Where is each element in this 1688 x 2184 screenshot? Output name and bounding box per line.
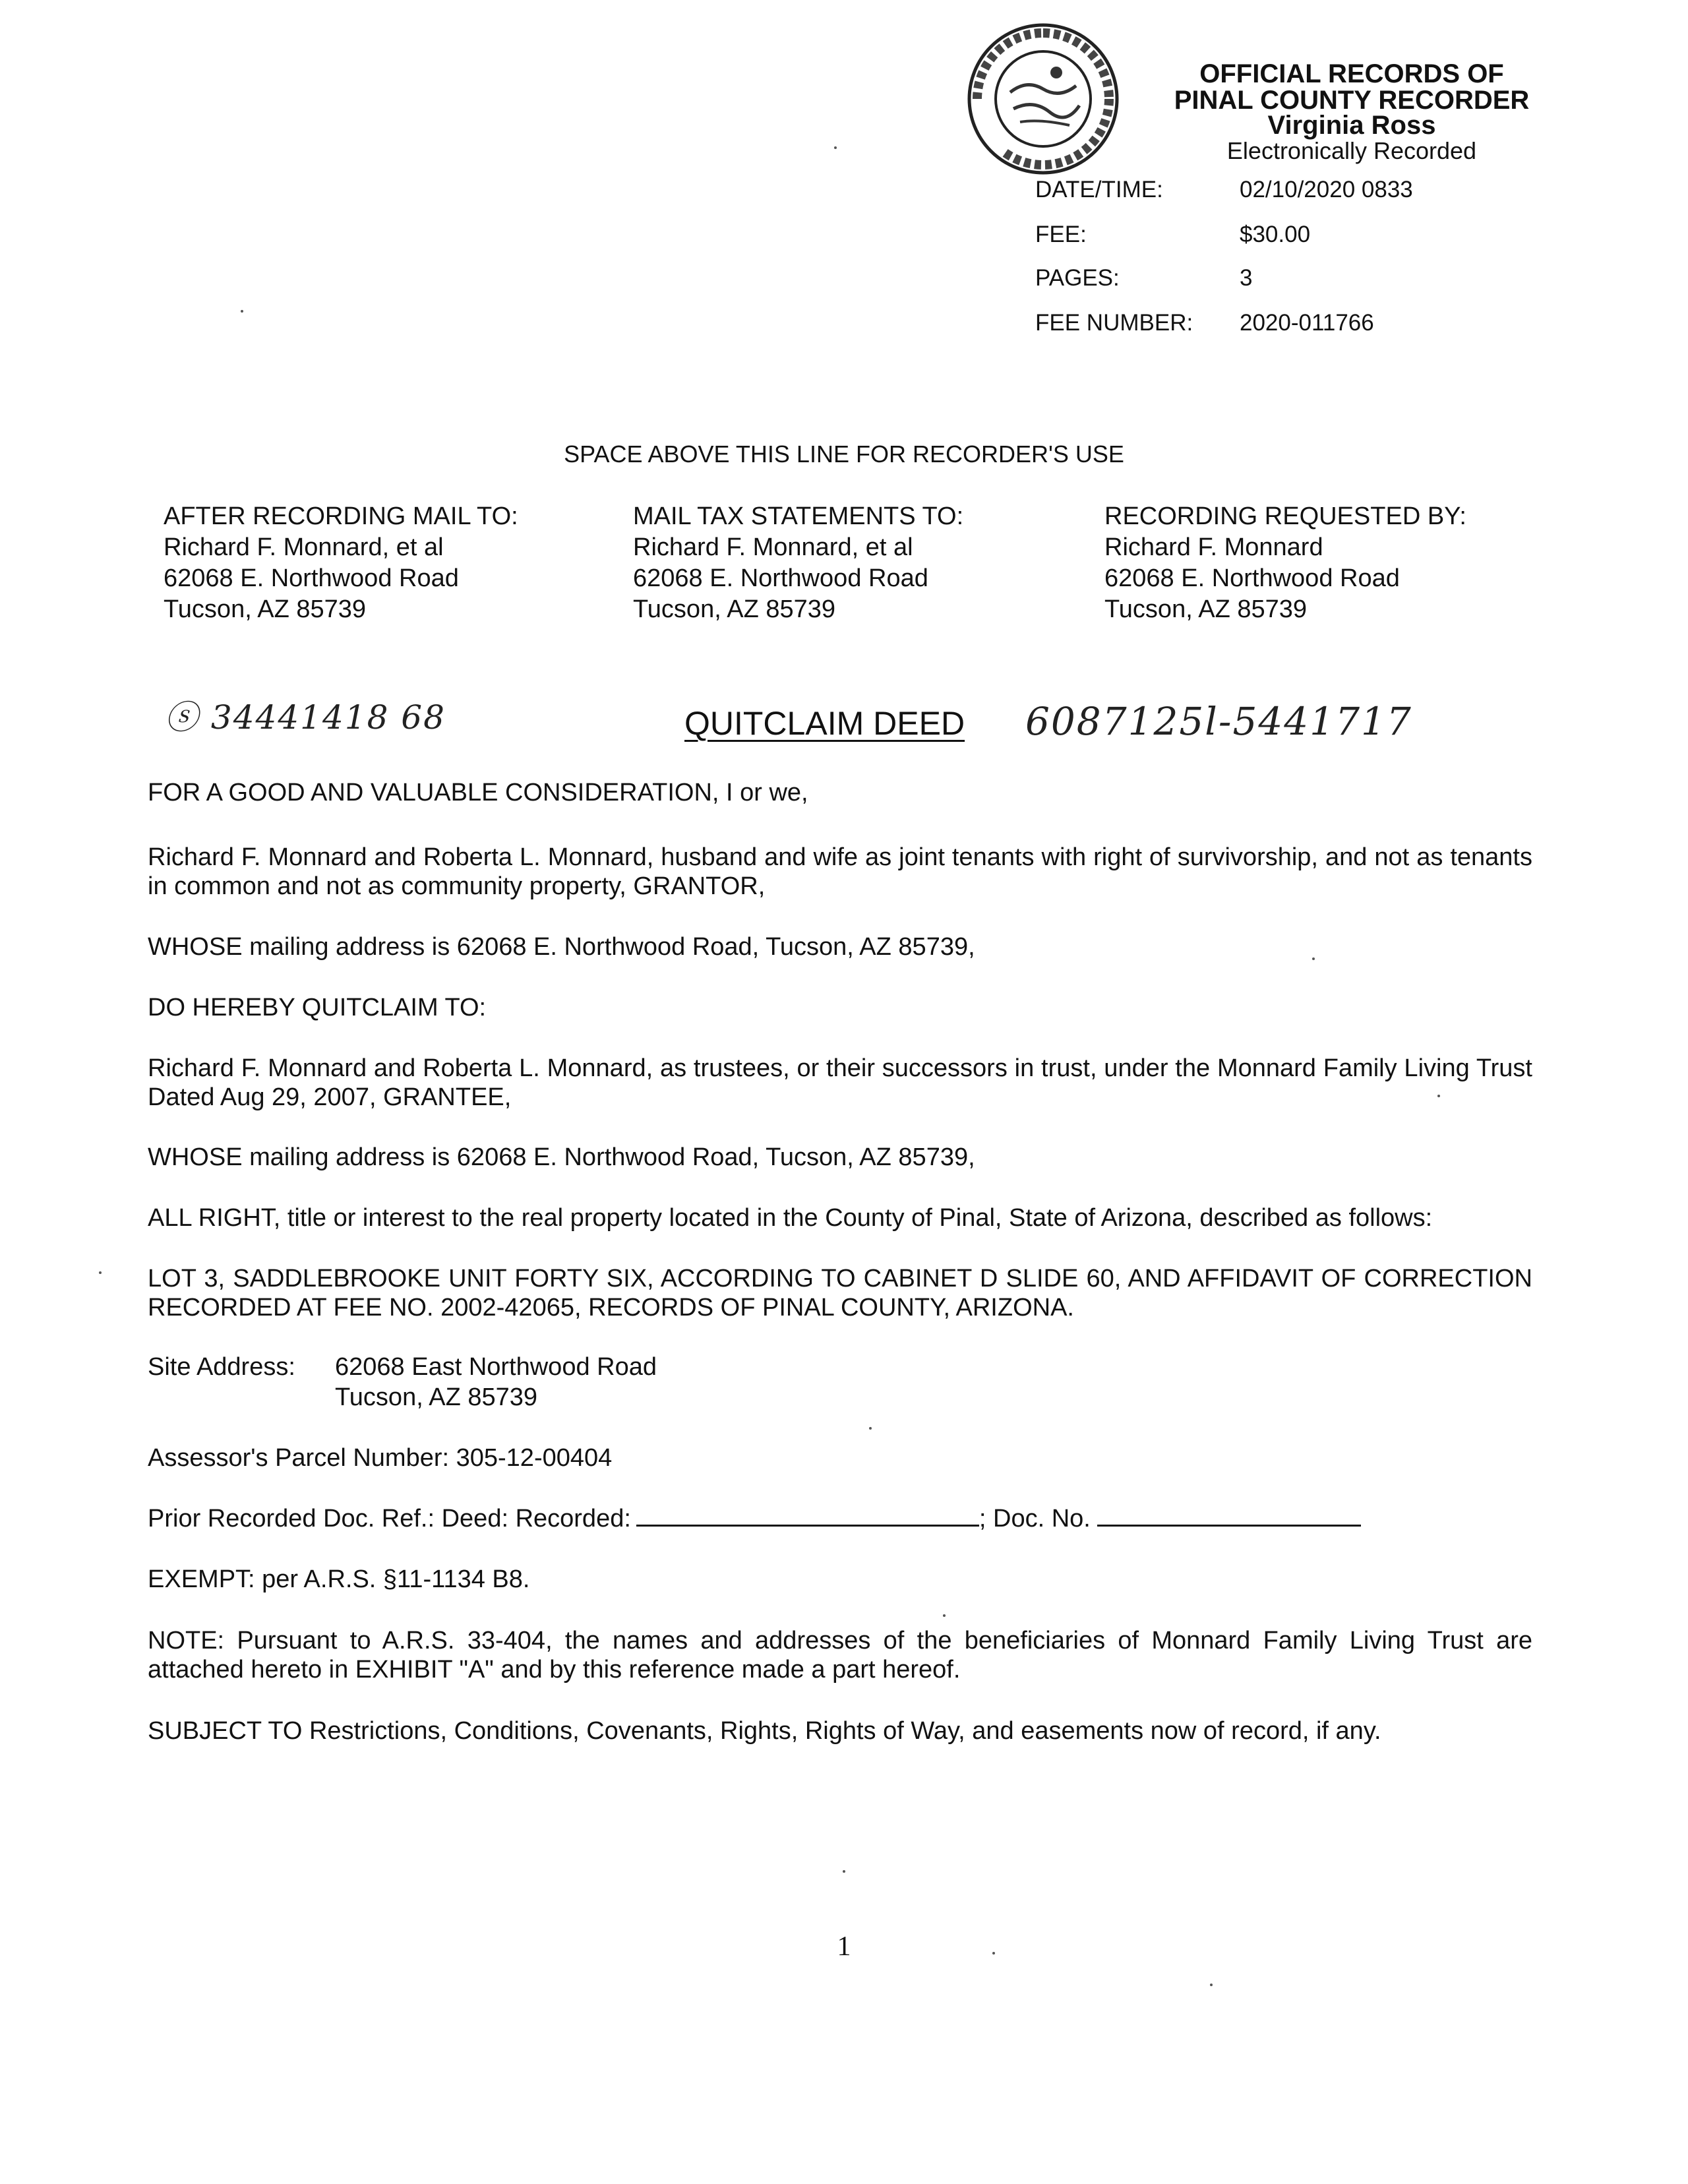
scan-speck [1312,957,1315,960]
grantor-address: WHOSE mailing address is 62068 E. Northwood Road, Tucson, AZ 85739, [148,933,975,961]
mail-to-heading: AFTER RECORDING MAIL TO: [164,502,518,530]
doc-no-label: ; Doc. No. [979,1505,1091,1532]
scan-speck [843,1870,845,1873]
handwritten-number-left: ⓢ 34441418 68 [165,698,446,737]
recorder-title-line1: OFFICIAL RECORDS OF [1199,59,1504,88]
tax-to-heading: MAIL TAX STATEMENTS TO: [633,502,964,530]
deed-title: QUITCLAIM DEED [684,705,965,742]
all-right-clause: ALL RIGHT, title or interest to the real property located in the County of Pinal, State of Arizona, described as follows: [148,1204,1433,1232]
tax-to-street: 62068 E. Northwood Road [633,564,928,592]
tax-to-city: Tucson, AZ 85739 [633,595,836,623]
tax-to-name: Richard F. Monnard, et al [633,533,913,561]
legal-description: LOT 3, SADDLEBROOKE UNIT FORTY SIX, ACCORDING TO CABINET D SLIDE 60, AND AFFIDAVIT OF CORRECTION RECORDED AT FEE NO. 2002-42065, RECORDS OF PINAL COUNTY, ARIZONA. [148,1265,1532,1321]
site-address-label: Site Address: [148,1353,295,1381]
after-recording-mail-to [164,501,518,625]
fee-number-label: FEE NUMBER: [1035,310,1193,336]
mail-to-name: Richard F. Monnard, et al [164,533,444,561]
mail-tax-statements-to [633,501,963,625]
mail-to-street: 62068 E. Northwood Road [164,564,459,592]
quitclaim-clause: DO HEREBY QUITCLAIM TO: [148,994,487,1021]
page-number: 1 [837,1931,851,1962]
recorder-space-notice: SPACE ABOVE THIS LINE FOR RECORDER'S USE [564,440,1124,468]
fee-value: $30.00 [1240,222,1311,247]
grantee-paragraph: Richard F. Monnard and Roberta L. Monnard, as trustees, or their successors in trust, under the Monnard Family Living Trust Dated Aug 29, 2007, GRANTEE, [148,1054,1532,1111]
scan-speck [869,1427,872,1430]
prior-recorded-label: Prior Recorded Doc. Ref.: Deed: Recorded: [148,1505,631,1532]
consideration-clause: FOR A GOOD AND VALUABLE CONSIDERATION, I or we, [148,779,808,806]
grantor-paragraph: Richard F. Monnard and Roberta L. Monnard, husband and wife as joint tenants with right of survivorship, and not as tenants in common and not as community property, GRANTOR, [148,843,1532,900]
fee-label: FEE: [1035,222,1087,247]
recording-requested-by [1104,501,1466,625]
mail-to-city: Tucson, AZ 85739 [164,595,367,623]
electronically-recorded: Electronically Recorded [1226,137,1477,164]
assessor-parcel-number: Assessor's Parcel Number: 305-12-00404 [148,1444,613,1472]
subject-to-clause: SUBJECT TO Restrictions, Conditions, Covenants, Rights, Rights of Way, and easements now of record, if any. [148,1717,1381,1745]
requested-by-city: Tucson, AZ 85739 [1104,595,1308,623]
grantee-address: WHOSE mailing address is 62068 E. Northwood Road, Tucson, AZ 85739, [148,1143,975,1171]
handwritten-number-right: 6087125l-5441717 [1025,699,1412,744]
scan-speck [99,1271,102,1274]
prior-recorded-doc-ref [148,1505,1361,1533]
exemption-note: EXEMPT: per A.R.S. §11-1134 B8. [148,1565,530,1593]
scan-speck [992,1952,995,1955]
doc-no-blank-line [1097,1505,1361,1527]
recorder-title-line2: PINAL COUNTY RECORDER [1174,86,1530,115]
site-address-city: Tucson, AZ 85739 [335,1383,538,1411]
scan-speck [241,310,243,313]
scan-speck [943,1614,946,1617]
requested-by-heading: RECORDING REQUESTED BY: [1104,502,1466,530]
scan-speck [1210,1984,1213,1986]
scan-speck [1437,1095,1440,1097]
pages-value: 3 [1240,265,1253,291]
requested-by-street: 62068 E. Northwood Road [1104,564,1400,592]
scan-speck [834,146,837,149]
datetime-label: DATE/TIME: [1035,177,1163,202]
recorder-name: Virginia Ross [1267,111,1436,140]
beneficiaries-note: NOTE: Pursuant to A.R.S. 33-404, the names and addresses of the beneficiaries of Monnard Family Living Trust are attached hereto in EXHIBIT "A" and by this reference made a part hereof. [148,1627,1532,1684]
pages-label: PAGES: [1035,265,1120,291]
recorded-blank-line [636,1505,979,1527]
requested-by-name: Richard F. Monnard [1104,533,1323,561]
site-address-street: 62068 East Northwood Road [335,1353,657,1381]
fee-number-value: 2020-011766 [1240,310,1374,336]
datetime-value: 02/10/2020 0833 [1240,177,1413,202]
